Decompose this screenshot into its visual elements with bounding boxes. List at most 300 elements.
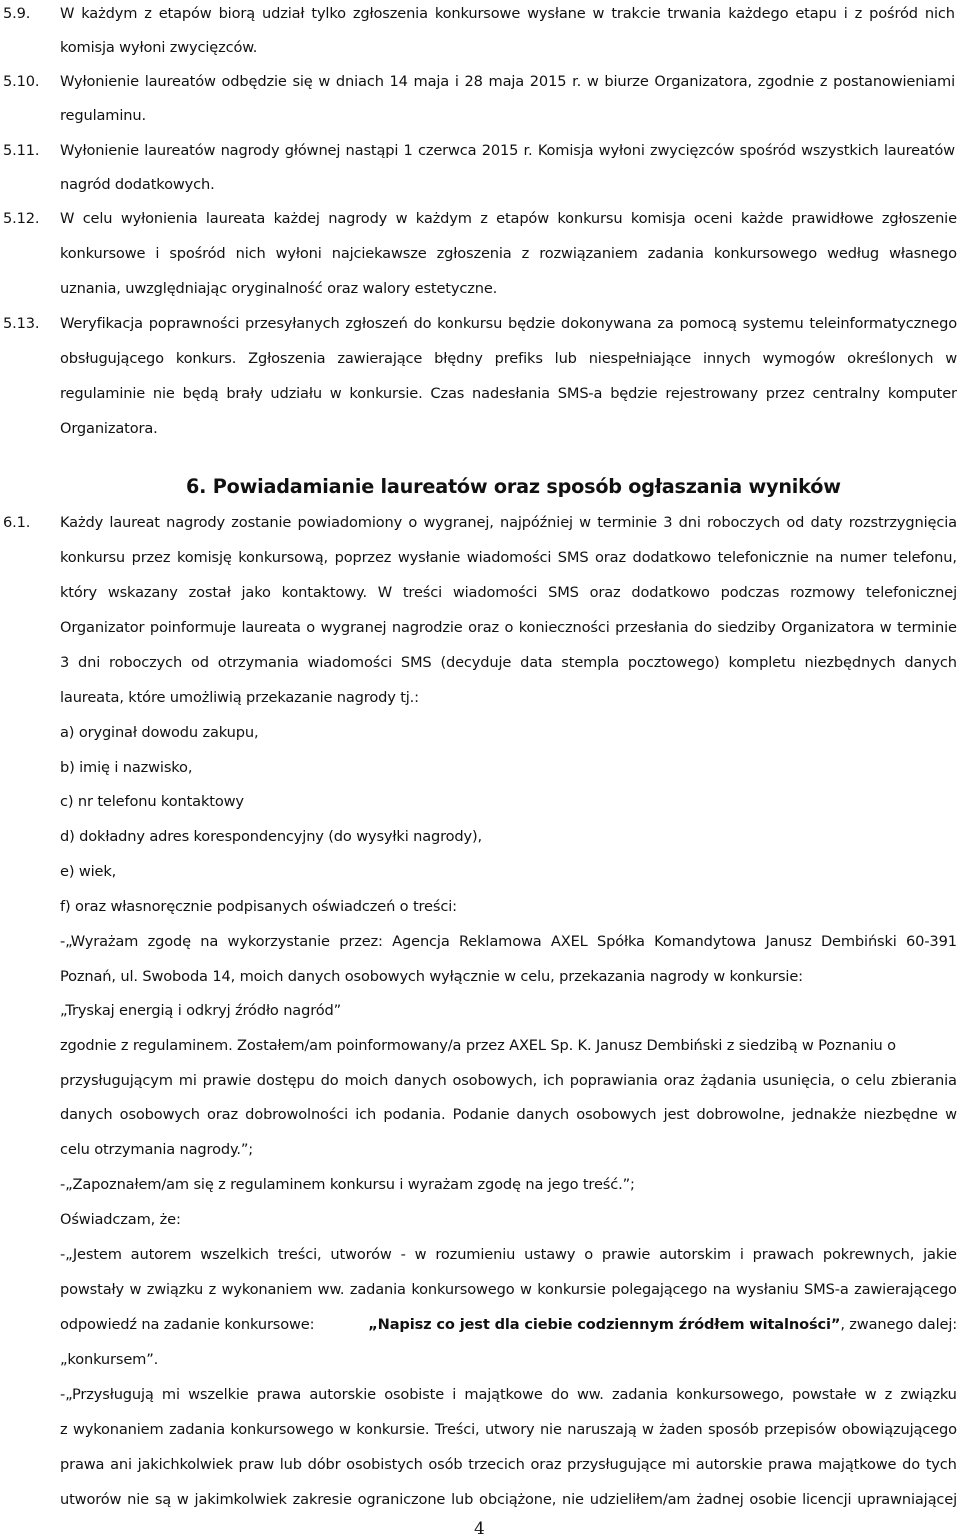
word: dodatkowo <box>631 584 710 601</box>
word: udziału <box>270 385 322 402</box>
word: wykorzystanie <box>227 933 330 950</box>
word: biurze <box>604 73 649 90</box>
word: prawa <box>256 1386 302 1403</box>
word: nie <box>127 1491 150 1508</box>
text-line <box>60 1245 957 1265</box>
word: przysługujące <box>567 1456 667 1473</box>
word: zakresie <box>292 1491 352 1508</box>
word: i <box>452 1386 457 1403</box>
word: wskazany <box>107 584 178 601</box>
word: 2015 <box>529 73 567 90</box>
word: wyłoni <box>275 245 322 262</box>
word: żądania <box>700 1072 757 1089</box>
word: Każdy <box>60 514 104 531</box>
word: rozumieniu <box>435 1246 516 1263</box>
word: Wyłonienie <box>60 73 139 90</box>
word: konkursowego <box>713 245 818 262</box>
word: osobie <box>749 1491 797 1508</box>
word: z <box>854 5 863 22</box>
word: oceni <box>693 210 733 227</box>
word: dni <box>78 654 101 671</box>
word: w <box>641 1421 654 1438</box>
word: nie <box>562 1491 584 1508</box>
word: trzecich <box>468 1456 525 1473</box>
word: kontaktowy. <box>281 584 367 601</box>
word: laureat <box>109 514 160 531</box>
text-line: regulaminu. <box>60 107 146 124</box>
word: 60-391 <box>906 933 957 950</box>
text-line <box>60 141 955 161</box>
word: oraz <box>589 584 621 601</box>
word: nadesłania <box>472 385 550 402</box>
word: komisja <box>630 210 686 227</box>
word: ograniczone <box>357 1491 446 1508</box>
word: nie <box>152 385 175 402</box>
word: przysługującym <box>60 1072 173 1089</box>
word: do <box>550 1386 569 1403</box>
word: podczas <box>720 584 780 601</box>
word: lub <box>279 1456 302 1473</box>
word: zadania <box>647 245 704 262</box>
word: zwycięzców <box>650 142 735 159</box>
word: oraz <box>530 1456 562 1473</box>
word: ww. <box>577 1386 604 1403</box>
word: dniach <box>335 73 384 90</box>
word: majątkowe <box>464 1386 543 1403</box>
word: dostępu <box>256 1072 315 1089</box>
word: o <box>584 1246 593 1263</box>
word: 1 <box>403 142 413 159</box>
word: powstały <box>60 1281 124 1298</box>
word: poprawności <box>148 315 240 332</box>
word: trakcie <box>611 5 661 22</box>
word: Wyłonienie <box>60 142 139 159</box>
word: zadania <box>168 1421 225 1438</box>
word: w <box>945 1106 957 1123</box>
word: innych <box>703 350 751 367</box>
word: 3 <box>663 514 673 531</box>
word: daty <box>810 514 843 531</box>
word: SMS <box>400 654 432 671</box>
text-line <box>60 583 957 603</box>
word: zgłoszenia <box>436 245 512 262</box>
text-line <box>60 349 957 369</box>
word: do <box>902 1456 920 1473</box>
word: nie <box>539 1421 562 1438</box>
word: o <box>408 514 418 531</box>
word: konkursu <box>557 210 623 227</box>
section-heading: 6. Powiadamianie laureatów oraz sposób ogłaszania wyników <box>186 475 841 498</box>
word: w <box>945 350 957 367</box>
word: dodatkowo <box>632 549 712 566</box>
word: autorskim <box>659 1246 731 1263</box>
word: r. <box>572 73 582 90</box>
word: konkursie <box>537 1281 606 1298</box>
word: zgłoszenie <box>881 210 957 227</box>
word: pokrewnych, <box>822 1246 915 1263</box>
word: związku <box>146 1281 204 1298</box>
word: zgłoszeń <box>345 315 408 332</box>
word: laureata <box>241 619 301 636</box>
word: każdym <box>415 210 472 227</box>
word: i <box>739 1246 744 1263</box>
word: prefiks <box>494 350 543 367</box>
word: prawie <box>202 1072 251 1089</box>
text-line: Organizatora. <box>60 420 158 437</box>
word: etapów <box>158 5 212 22</box>
word: do <box>320 1072 339 1089</box>
text-line <box>60 1071 957 1091</box>
word: nich <box>924 5 955 22</box>
word: przesłania <box>615 619 689 636</box>
word: wygranej, <box>423 514 494 531</box>
word: od <box>190 654 209 671</box>
word: AXEL <box>550 933 588 950</box>
word: siedziby <box>717 619 776 636</box>
word: rozwiązaniem <box>539 245 638 262</box>
word: roboczych <box>707 514 781 531</box>
word: najpóźniej <box>499 514 573 531</box>
paragraph-number: 5.11. <box>3 142 40 159</box>
word: konkursową, <box>238 549 329 566</box>
word: osób <box>428 1456 463 1473</box>
text-line <box>60 1315 957 1335</box>
word: komisję <box>176 549 232 566</box>
word: laureatów <box>144 142 216 159</box>
word: rejestrowany <box>665 385 758 402</box>
word: konkursu <box>437 315 503 332</box>
word: podania. <box>383 1106 446 1123</box>
word: celu <box>855 1072 886 1089</box>
word: w <box>318 73 331 90</box>
text-line <box>60 548 957 568</box>
word: spośród <box>739 142 796 159</box>
word: (decyduje <box>440 654 512 671</box>
text-line: Poznań, ul. Swoboda 14, moich danych osobowych wyłącznie w celu, przekazania nagrody w konkursie: <box>60 968 803 985</box>
word: numer <box>839 549 887 566</box>
word: ani <box>110 1456 132 1473</box>
word: został <box>188 584 231 601</box>
word: Podanie <box>452 1106 510 1123</box>
word: tych <box>925 1456 957 1473</box>
word: wykonaniem <box>72 1421 164 1438</box>
word: konkursowe <box>434 5 521 22</box>
word: ustawy <box>524 1246 576 1263</box>
word: zgodnie <box>757 73 815 90</box>
word: zgodę <box>147 933 191 950</box>
word: data <box>520 654 553 671</box>
word: pośród <box>869 5 918 22</box>
list-item: a) oryginał dowodu zakupu, <box>60 724 259 741</box>
word: konkursowe <box>60 245 146 262</box>
word: konkursie. <box>349 385 423 402</box>
word: dobrowolne, <box>696 1106 785 1123</box>
text-line <box>60 932 957 952</box>
word: konieczności <box>518 619 610 636</box>
word: udział <box>261 5 305 22</box>
word: telefonicznie <box>717 549 809 566</box>
word: zadania <box>611 1386 668 1403</box>
word: prawach <box>752 1246 814 1263</box>
word: laureata <box>205 210 266 227</box>
word: z <box>144 5 152 22</box>
word: poinformuje <box>149 619 236 636</box>
word: maja <box>413 73 450 90</box>
word: przez: <box>339 933 383 950</box>
word: etapu <box>795 5 837 22</box>
text-line <box>60 244 957 264</box>
word: rozstrzygnięcia <box>848 514 957 531</box>
word: konkursie. <box>356 1421 430 1438</box>
word: z <box>60 1421 68 1438</box>
word: każdej <box>273 210 320 227</box>
word: telefonicznej <box>865 584 957 601</box>
text-line <box>60 653 957 673</box>
word: konkursu <box>60 549 126 566</box>
word: terminie <box>597 514 658 531</box>
word: się <box>292 73 313 90</box>
word: najciekawsze <box>331 245 427 262</box>
word: do <box>693 619 712 636</box>
text-line <box>60 1455 957 1475</box>
word: na <box>712 1281 731 1298</box>
text-line: laureata, które umożliwią przekazanie nagrody tj.: <box>60 689 419 706</box>
word: celu <box>82 210 113 227</box>
word: wykonaniem <box>221 1281 313 1298</box>
word: 28 <box>464 73 483 90</box>
word: majątkowe <box>818 1456 897 1473</box>
text-line <box>60 618 957 638</box>
word: mi <box>671 1456 690 1473</box>
word: wiadomości <box>466 549 552 566</box>
word: Weryfikacja <box>60 315 143 332</box>
word: -„Wyrażam <box>60 933 139 950</box>
word: obciążone, <box>479 1491 557 1508</box>
word: naruszają <box>567 1421 637 1438</box>
text-line <box>60 72 955 92</box>
word: danych <box>60 1106 113 1123</box>
word: Czas <box>430 385 465 402</box>
word: niezbędnych <box>804 654 896 671</box>
word: odbędzie <box>221 73 287 90</box>
word: oraz <box>663 1072 695 1089</box>
word: utwory <box>484 1421 535 1438</box>
text-line <box>60 209 957 229</box>
word: własnego <box>889 245 957 262</box>
word: poprzez <box>334 549 392 566</box>
text-line: „konkursem”. <box>60 1351 159 1368</box>
word: wyłonienia <box>120 210 198 227</box>
word: z <box>480 210 488 227</box>
word: autorskie <box>695 1456 763 1473</box>
word: mi <box>161 1386 180 1403</box>
word: danych <box>394 1072 447 1089</box>
word: treści, <box>277 1246 322 1263</box>
word: w <box>579 514 591 531</box>
word: każdego <box>728 5 789 22</box>
word: nagrody <box>328 210 388 227</box>
text-line <box>60 513 957 533</box>
word: wyłoni <box>598 142 645 159</box>
word: spośród <box>169 245 226 262</box>
word: Dembiński <box>820 933 897 950</box>
word: W <box>377 584 393 601</box>
word: systemu <box>742 315 804 332</box>
text-line: -„Zapoznałem/am się z regulaminem konkursu i wyrażam zgodę na jego treść.”; <box>60 1176 635 1193</box>
word: z <box>208 1281 217 1298</box>
word: Janusz <box>765 933 812 950</box>
word: ww. <box>317 1281 345 1298</box>
word: W <box>60 210 75 227</box>
word: konkursowego <box>230 1421 334 1438</box>
word: osobowych <box>119 1106 200 1123</box>
word: zadania <box>349 1281 406 1298</box>
word: oraz <box>207 1106 238 1123</box>
paragraph-number: 5.9. <box>3 5 31 22</box>
word: ich <box>542 1072 564 1089</box>
word: w <box>864 1386 877 1403</box>
word: konkurs. <box>175 350 237 367</box>
word: moich <box>344 1072 389 1089</box>
word: sposób <box>707 1421 759 1438</box>
word: przepisów <box>764 1421 837 1438</box>
word: ich <box>355 1106 377 1123</box>
word: i <box>454 73 459 90</box>
word: lub <box>451 1491 474 1508</box>
word: polegającego <box>611 1281 708 1298</box>
word: utworów <box>60 1491 122 1508</box>
word: biorą <box>218 5 256 22</box>
word: nastąpi <box>345 142 399 159</box>
word: Agencja <box>392 933 450 950</box>
word: prawa <box>60 1456 105 1473</box>
word: roboczych <box>109 654 183 671</box>
word: dobrowolności <box>245 1106 349 1123</box>
word: głównej <box>284 142 341 159</box>
word: jakie <box>923 1246 957 1263</box>
word: wszelkie <box>188 1386 249 1403</box>
word: wszelkich <box>200 1246 269 1263</box>
word: lub <box>554 350 577 367</box>
text-line: zgodnie z regulaminem. Zostałem/am poinformowany/a przez AXEL Sp. K. Janusz Dembiński z siedzibą w Poznaniu o <box>60 1037 896 1054</box>
word: do <box>413 315 432 332</box>
word: brały <box>226 385 263 402</box>
word: regulaminie <box>60 385 146 402</box>
word: w <box>879 619 892 636</box>
word: Reklamowa <box>458 933 542 950</box>
word: w <box>519 1281 532 1298</box>
word: jest <box>663 1106 690 1123</box>
word: zostanie <box>231 514 292 531</box>
word: centralny <box>812 385 880 402</box>
word: jakichkolwiek <box>137 1456 233 1473</box>
word: osobiste <box>384 1386 445 1403</box>
text-line <box>60 1105 957 1125</box>
paragraph-number: 5.13. <box>3 315 40 332</box>
word: wymogów <box>762 350 836 367</box>
word: i <box>843 5 848 22</box>
text-segment: odpowiedź na zadanie konkursowe: <box>60 1316 315 1333</box>
word: i <box>155 245 160 262</box>
word: terminie <box>897 619 957 636</box>
word: 2015 <box>481 142 519 159</box>
word: konkursowego, <box>676 1386 784 1403</box>
word: określonych <box>847 350 934 367</box>
word: SMS-a <box>804 1281 849 1298</box>
word: usunięcia, <box>762 1072 835 1089</box>
word: konkursowego <box>411 1281 515 1298</box>
word: żaden <box>659 1421 703 1438</box>
list-item: e) wiek, <box>60 863 117 880</box>
word: autorskie <box>309 1386 376 1403</box>
bold-task-title: „Napisz co jest dla ciebie codziennym źródłem witalności” <box>368 1316 841 1333</box>
word: oraz <box>468 619 500 636</box>
word: danych <box>904 654 957 671</box>
word: od <box>786 514 805 531</box>
word: autorem <box>130 1246 192 1263</box>
word: żadnej <box>696 1491 744 1508</box>
text-line: komisja wyłoni zwycięzców. <box>60 39 258 56</box>
word: nagrody <box>166 514 226 531</box>
word: - <box>400 1246 406 1263</box>
list-item: c) nr telefonu kontaktowy <box>60 793 244 810</box>
word: nagrody <box>220 142 280 159</box>
text-line: celu otrzymania nagrody.”; <box>60 1141 254 1158</box>
word: 3 <box>60 654 70 671</box>
word: o <box>306 619 316 636</box>
word: przesyłanych <box>245 315 340 332</box>
word: SMS-a <box>557 385 603 402</box>
word: Treści, <box>434 1421 480 1438</box>
word: dokonywana <box>561 315 652 332</box>
word: Organizatora <box>781 619 875 636</box>
word: jako <box>241 584 271 601</box>
word: maja <box>488 73 525 90</box>
word: osobowych <box>576 1106 657 1123</box>
word: laureatów <box>883 142 955 159</box>
word: nagrodzie <box>391 619 463 636</box>
word: wysłaniu <box>735 1281 799 1298</box>
word: laureatów <box>144 73 216 90</box>
word: w <box>592 5 605 22</box>
word: każde <box>740 210 784 227</box>
list-item: d) dokładny adres korespondencyjny (do wysyłki nagrody), <box>60 828 483 845</box>
word: o <box>504 619 514 636</box>
word: o <box>840 1072 850 1089</box>
paragraph-number: 5.10. <box>3 73 40 90</box>
paragraph-number: 6.1. <box>3 514 31 531</box>
word: niezbędne <box>863 1106 938 1123</box>
word: według <box>827 245 880 262</box>
word: w <box>586 73 599 90</box>
word: zbierania <box>891 1072 957 1089</box>
text-line <box>60 1490 957 1510</box>
word: zgłoszenia <box>352 5 428 22</box>
quoted-slogan: „Tryskaj energią i odkryj źródło nagród” <box>60 1002 342 1019</box>
word: komputer <box>887 385 957 402</box>
word: teleinformatycznego <box>809 315 957 332</box>
word: Spółka <box>596 933 645 950</box>
word: 14 <box>389 73 408 90</box>
word: jakimkolwiek <box>194 1491 287 1508</box>
word: udzieliłem/am <box>589 1491 691 1508</box>
word: stempla <box>561 654 620 671</box>
word: na <box>815 549 834 566</box>
word: za <box>657 315 674 332</box>
word: osobowych, <box>452 1072 538 1089</box>
word: będą <box>182 385 219 402</box>
text-line <box>60 1280 957 1300</box>
